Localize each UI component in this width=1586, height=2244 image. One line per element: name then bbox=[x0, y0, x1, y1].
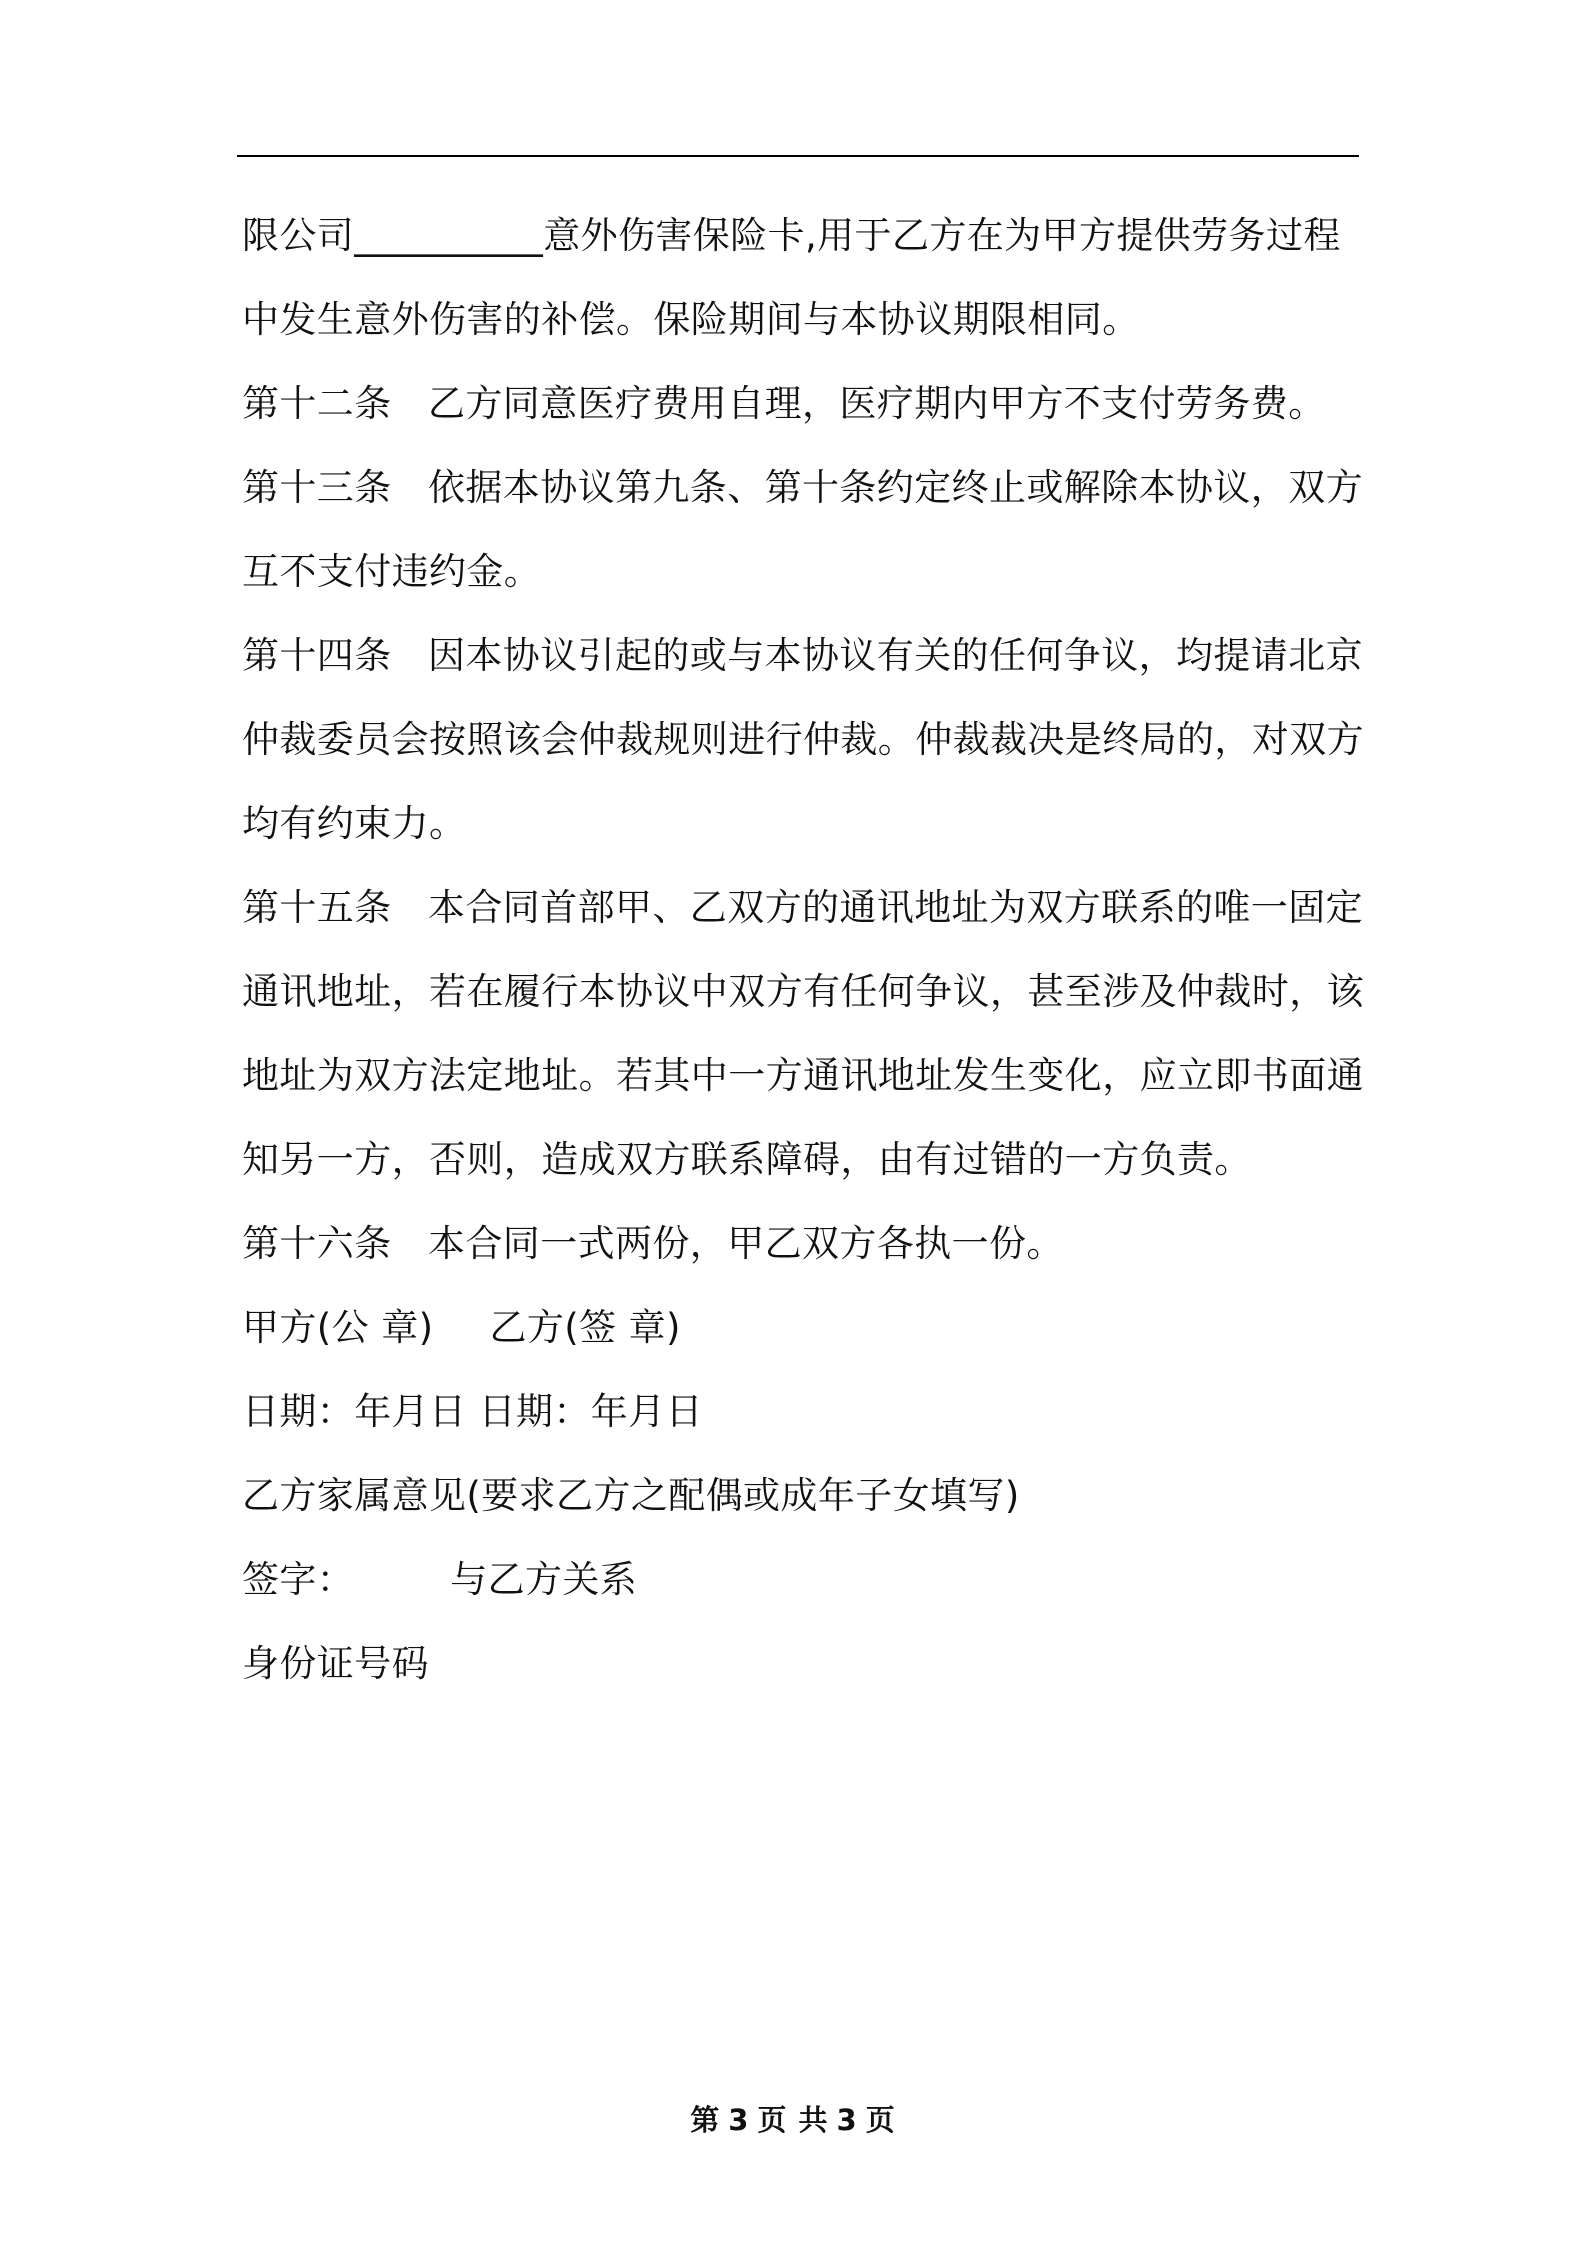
party-a-date: 日期：年月日 bbox=[242, 1390, 467, 1433]
article-14-heading: 第十四条 bbox=[242, 634, 392, 677]
relation-label: 与乙方关系 bbox=[450, 1558, 638, 1601]
article-13-heading: 第十三条 bbox=[242, 466, 392, 509]
article-11-continuation: 限公司__________意外伤害保险卡,用于乙方在为甲方提供劳务过程 bbox=[242, 214, 1341, 257]
article-14 bbox=[242, 614, 1364, 698]
id-number-line bbox=[242, 1622, 1364, 1706]
page-total: 3 bbox=[836, 2103, 858, 2137]
article-12-text: 乙方同意医疗费用自理，医疗期内甲方不支付劳务费。 bbox=[428, 382, 1326, 425]
party-a-seal: 甲方(公 章) bbox=[242, 1306, 434, 1349]
article-13-text: 依据本协议第九条、第十条约定终止或解除本协议，双方 bbox=[428, 466, 1363, 509]
paragraph-line bbox=[242, 950, 1364, 1034]
date-line bbox=[242, 1370, 1364, 1454]
article-15-text: 本合同首部甲、乙双方的通讯地址为双方联系的唯一固定 bbox=[428, 886, 1363, 929]
article-14-text: 因本协议引起的或与本协议有关的任何争议，均提请北京 bbox=[428, 634, 1363, 677]
document-body bbox=[242, 194, 1364, 1706]
page-prefix: 第 bbox=[690, 2103, 721, 2137]
article-15-continuation: 通讯地址，若在履行本协议中双方有任何争议，甚至涉及仲裁时，该 bbox=[242, 970, 1364, 1013]
article-16-heading: 第十六条 bbox=[242, 1222, 392, 1265]
article-14-continuation: 仲裁委员会按照该会仲裁规则进行仲裁。仲裁裁决是终局的，对双方 bbox=[242, 718, 1364, 761]
paragraph-line bbox=[242, 194, 1364, 278]
article-12 bbox=[242, 362, 1364, 446]
article-15-heading: 第十五条 bbox=[242, 886, 392, 929]
article-14-continuation: 均有约束力。 bbox=[242, 802, 467, 845]
article-15-continuation: 知另一方，否则，造成双方联系障碍，由有过错的一方负责。 bbox=[242, 1138, 1252, 1181]
paragraph-line bbox=[242, 1034, 1364, 1118]
page-mid: 页 共 bbox=[757, 2103, 829, 2137]
article-13 bbox=[242, 446, 1364, 530]
paragraph-line bbox=[242, 698, 1364, 782]
family-opinion-label: 乙方家属意见(要求乙方之配偶或成年子女填写) bbox=[242, 1474, 1020, 1517]
id-number-label: 身份证号码 bbox=[242, 1642, 429, 1685]
party-b-seal: 乙方(签 章) bbox=[489, 1306, 681, 1349]
family-sign-line bbox=[242, 1538, 1364, 1622]
party-b-date: 日期：年月日 bbox=[478, 1390, 703, 1433]
article-15 bbox=[242, 866, 1364, 950]
paragraph-line bbox=[242, 530, 1364, 614]
family-opinion-line bbox=[242, 1454, 1364, 1538]
page-current: 3 bbox=[728, 2103, 750, 2137]
article-16 bbox=[242, 1202, 1364, 1286]
paragraph-line bbox=[242, 278, 1364, 362]
header-rule bbox=[237, 155, 1359, 157]
article-11-continuation: 中发生意外伤害的补偿。保险期间与本协议期限相同。 bbox=[242, 298, 1140, 341]
page-suffix: 页 bbox=[865, 2103, 896, 2137]
article-12-heading: 第十二条 bbox=[242, 382, 392, 425]
page-footer bbox=[0, 2098, 1586, 2139]
sign-label: 签字： bbox=[242, 1558, 355, 1601]
article-15-continuation: 地址为双方法定地址。若其中一方通讯地址发生变化，应立即书面通 bbox=[242, 1054, 1364, 1097]
seal-line bbox=[242, 1286, 1364, 1370]
article-16-text: 本合同一式两份，甲乙双方各执一份。 bbox=[428, 1222, 1064, 1265]
paragraph-line bbox=[242, 1118, 1364, 1202]
article-13-continuation: 互不支付违约金。 bbox=[242, 550, 542, 593]
paragraph-line bbox=[242, 782, 1364, 866]
